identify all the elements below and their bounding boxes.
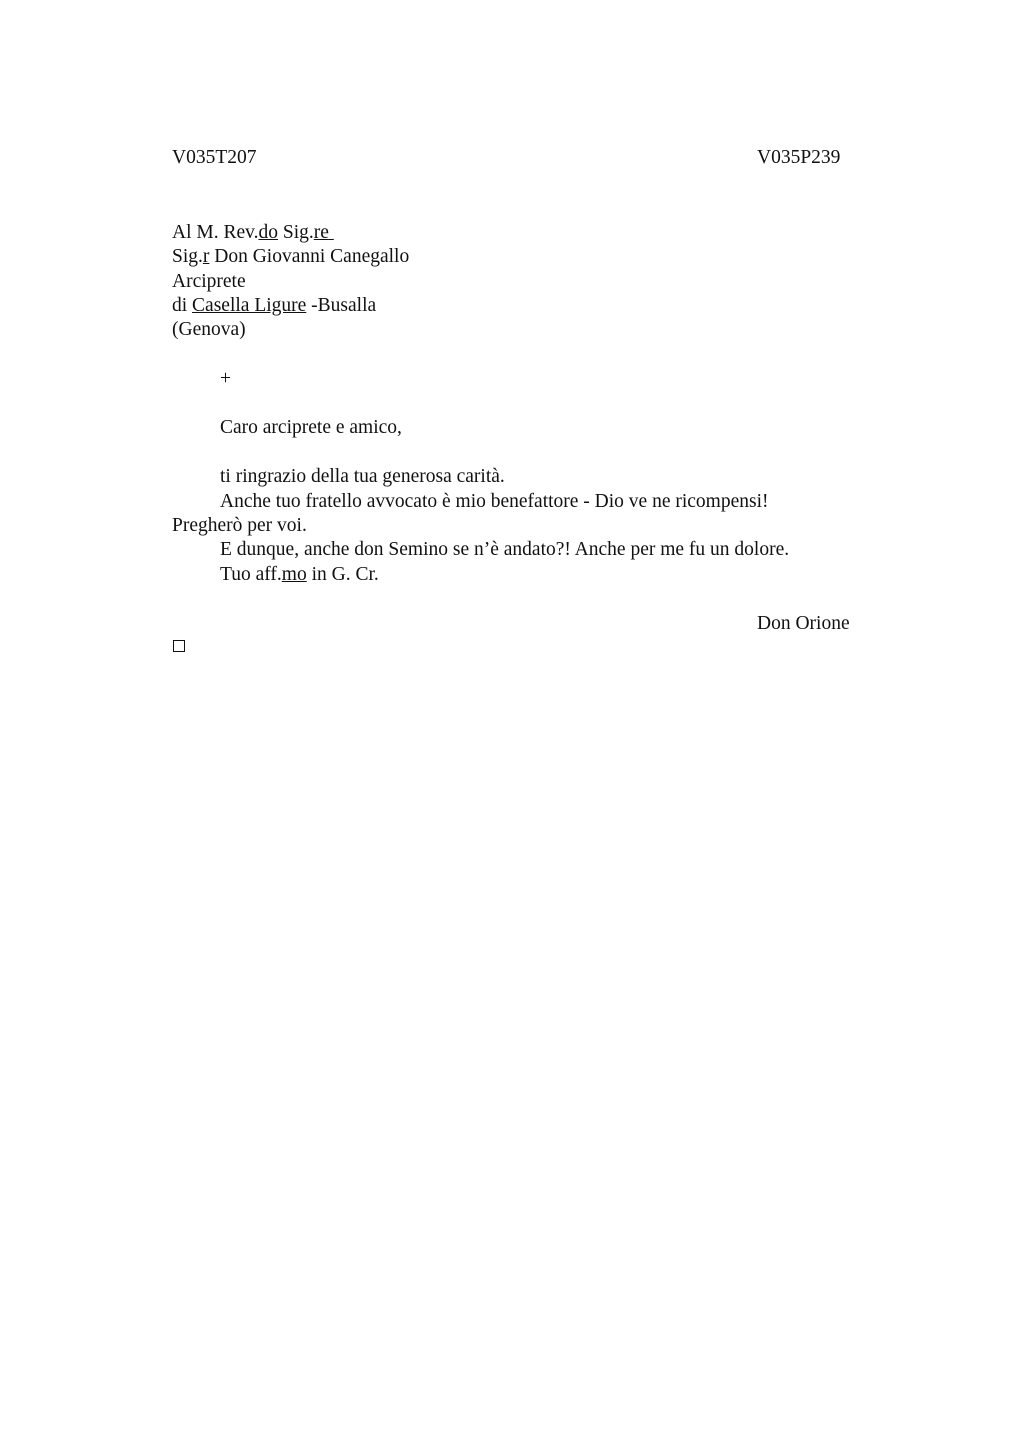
document-code-left: V035T207 (172, 147, 257, 168)
address-line-1-abbrev-2: re (313, 222, 329, 243)
closing-rest: in G. Cr. (306, 564, 379, 585)
paragraph-2-line-1: Anche tuo fratello avvocato è mio benefattore - Dio ve ne ricompensi! (220, 491, 769, 512)
signature: Don Orione (757, 613, 850, 634)
address-line-4 (172, 294, 376, 318)
address-line-4-place: Casella Ligure (192, 295, 307, 316)
address-line-4-prefix: di (172, 295, 193, 316)
paragraph-3: E dunque, anche don Semino se n’è andato?! Anche per me fu un dolore. (220, 539, 790, 560)
address-line-2 (172, 245, 409, 269)
address-line-5: (Genova) (172, 319, 246, 340)
closing (220, 563, 379, 587)
document-code-right: V035P239 (757, 147, 841, 168)
paragraph-2-line-2: Pregherò per voi. (172, 515, 307, 536)
address-line-2-rest: Don Giovanni Canegallo (209, 246, 410, 267)
address-line-2-abbrev: r (202, 246, 210, 267)
paragraph-1: ti ringrazio della tua generosa carità. (220, 466, 505, 487)
address-line-2-prefix: Sig. (172, 246, 203, 267)
end-of-document-box-icon (173, 640, 185, 652)
address-line-1 (172, 221, 334, 245)
cross-mark: + (220, 368, 231, 389)
address-line-1-mid: Sig. (277, 222, 314, 243)
salutation: Caro arciprete e amico, (220, 417, 402, 438)
closing-abbrev: mo (281, 564, 307, 585)
address-line-1-abbrev-1: do (258, 222, 278, 243)
closing-prefix: Tuo aff. (220, 564, 282, 585)
address-line-1-prefix: Al M. Rev. (172, 222, 259, 243)
address-line-4-rest: -Busalla (306, 295, 377, 316)
address-line-3: Arciprete (172, 271, 246, 292)
address-line-1-trailing-space (329, 222, 334, 243)
